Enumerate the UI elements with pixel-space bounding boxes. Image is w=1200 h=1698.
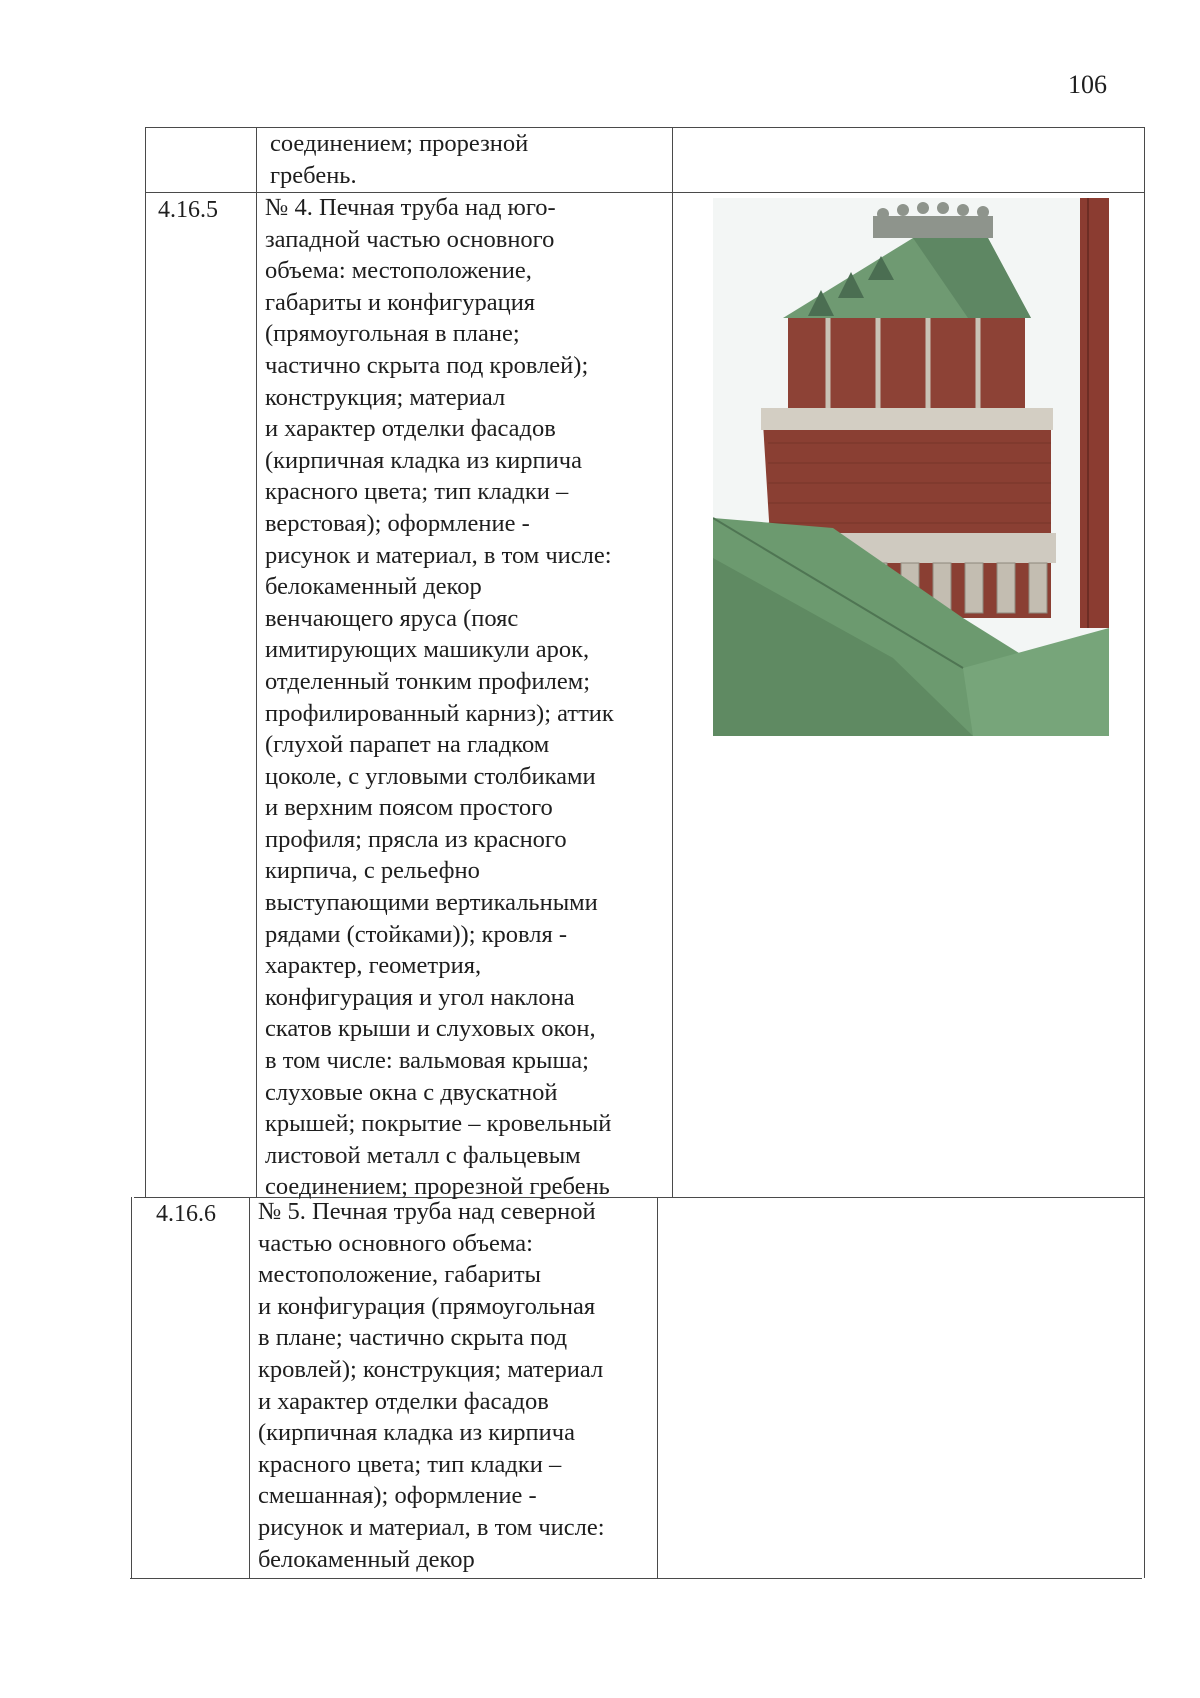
- table-rule-col2: [672, 127, 673, 1197]
- chimney-photo: [713, 198, 1109, 736]
- row-4-16-5-number: 4.16.5: [158, 197, 218, 223]
- table-rule-right: [1144, 127, 1145, 1578]
- table-rule-col1: [256, 127, 257, 1197]
- page-number: 106: [1068, 70, 1107, 99]
- table-rule-bottom: [130, 1578, 1142, 1579]
- row-continuation-text: соединением; прорезной гребень.: [270, 130, 529, 189]
- row-4-16-6-number: 4.16.6: [156, 1201, 216, 1227]
- row-4-16-6-text: № 5. Печная труба над северной частью основного объема: местоположение, габариты и конфигурация (прямоугольная в плане; частично скрыта под кровлей); конструкция; материал и характер отделки фасадов (кирпичная кладка из кирпича красного цвета; тип кладки – смешанная); оформление - рисунок и материал, в том числе: белокаменный декор: [258, 1198, 605, 1573]
- table-rule-left: [145, 127, 146, 1197]
- table-rule-col1-lower: [249, 1197, 250, 1578]
- row-4-16-5-text: № 4. Печная труба над юго- западной частью основного объема: местоположение, габариты и конфигурация (прямоугольная в плане; частично скрыта под кровлей); конструкция; материал и характер отделки фасадов (кирпичная кладка из кирпича красного цвета; тип кладки – верстовая); оформление - рисунок и материал, в том числе: белокаменный декор венчающего яруса (пояс имитирующих машикули арок, отделенный тонким профилем; профилированный карниз); аттик (глухой парапет на гладком цоколе, с угловыми столбиками и верхним поясом простого профиля; прясла из красного кирпича, с рельефно выступающими вертикальными рядами (стойками)); кровля - характер, геометрия, конфигурация и угол наклона скатов крыши и слуховых окон, в том числе: вальмовая крыша; слуховые окна с двускатной крышей; покрытие – кровельный листовой металл с фальцевым соединением; прорезной гребень: [265, 194, 614, 1201]
- table-rule-left-lower: [131, 1197, 132, 1578]
